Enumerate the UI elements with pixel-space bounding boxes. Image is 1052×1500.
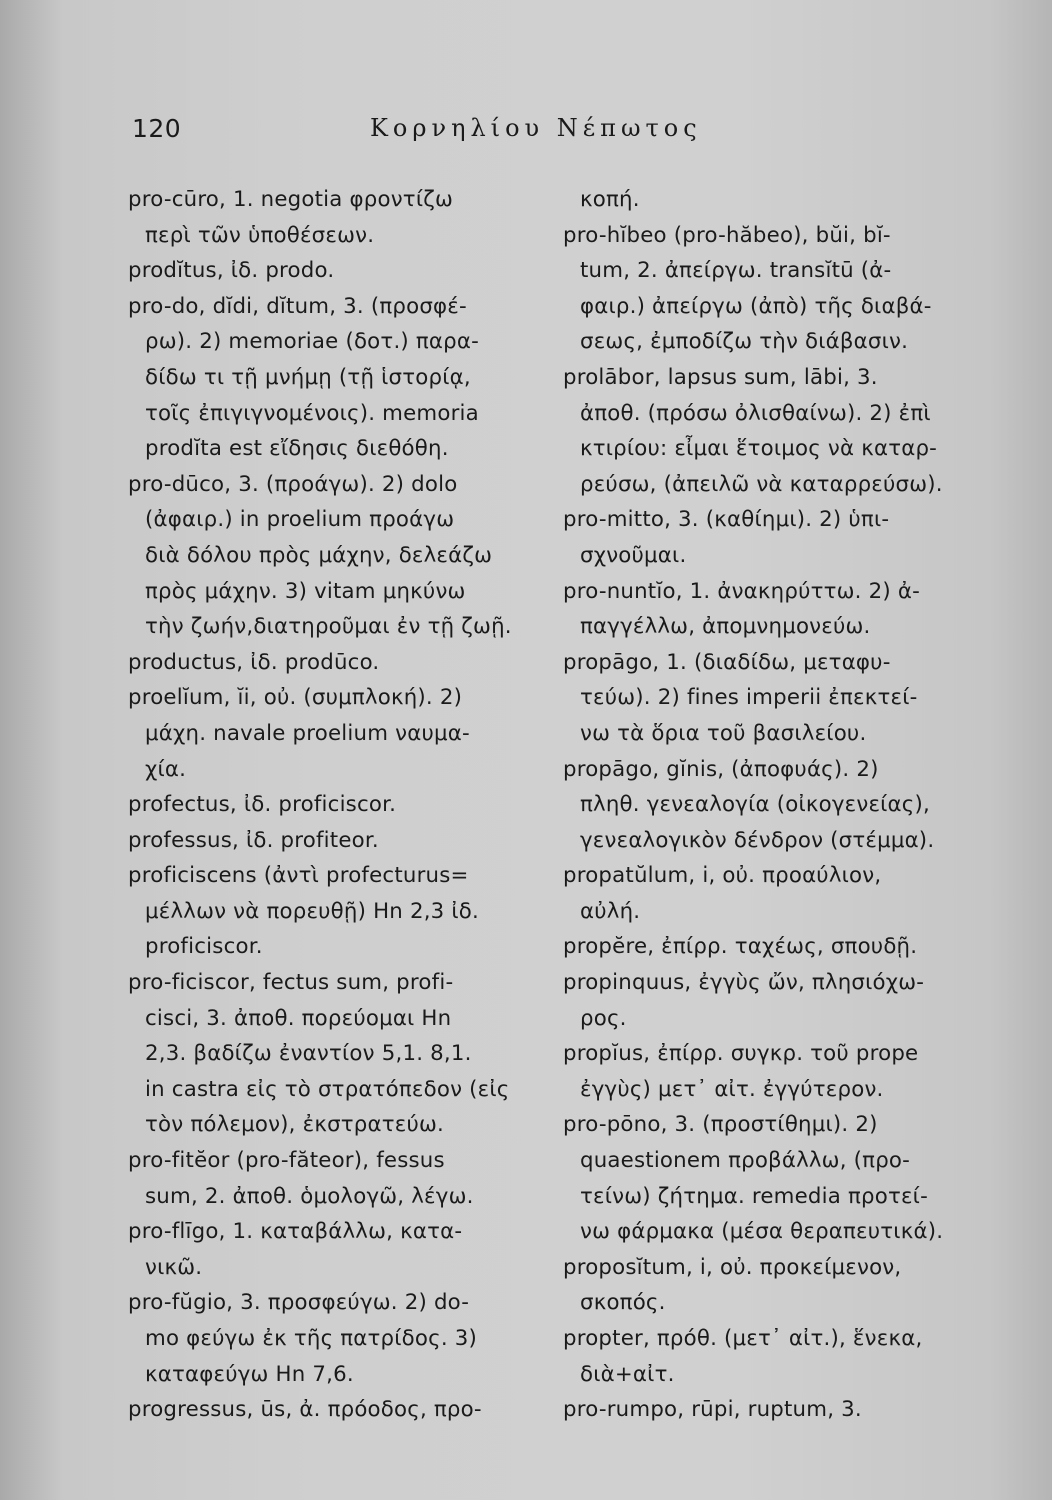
- dictionary-line: pro-do, dĭdi, dĭtum, 3. (προσφέ-: [128, 293, 467, 319]
- dictionary-line: περὶ τῶν ὑποθέσεων.: [145, 222, 375, 248]
- dictionary-line: pro-fŭgio, 3. προσφεύγω. 2) do-: [128, 1290, 470, 1316]
- dictionary-line: prodĭtus, ἰδ. prodo.: [128, 258, 335, 284]
- dictionary-line: mo φεύγω ἐκ τῆς πατρίδος. 3): [145, 1326, 478, 1351]
- dictionary-line: professus, ἰδ. profiteor.: [128, 827, 379, 853]
- dictionary-line: τὸν πόλεμον), ἐκστρατεύω.: [145, 1112, 445, 1138]
- dictionary-line: pro-nuntĭo, 1. ἀνακηρύττω. 2) ἀ-: [563, 578, 920, 604]
- dictionary-line: pro-dūco, 3. (προάγω). 2) dolo: [128, 471, 458, 497]
- dictionary-line: 2,3. βαδίζω ἐναντίον 5,1. 8,1.: [145, 1041, 472, 1067]
- dictionary-line: μάχη. navale proelium ναυμα-: [145, 720, 470, 746]
- dictionary-line: νω φάρμακα (μέσα θεραπευτικά).: [580, 1219, 944, 1245]
- left-column: [128, 182, 548, 1428]
- dictionary-line: pro-cūro, 1. negotia φροντίζω: [128, 187, 454, 212]
- dictionary-line: τὴν ζωήν,διατηροῦμαι ἐν τῇ ζωῇ.: [145, 614, 512, 640]
- dictionary-line: πρὸς μάχην. 3) vitam μηκύνω: [145, 578, 466, 604]
- dictionary-line: tum, 2. ἀπείργω. transĭtū (ἀ-: [580, 258, 892, 284]
- dictionary-line: διὰ δόλου πρὸς μάχην, δελεάζω: [145, 542, 493, 568]
- dictionary-line: τεύω). 2) fines imperii ἐπεκτεί-: [580, 685, 918, 711]
- dictionary-line: παγγέλλω, ἀπομνημονεύω.: [580, 614, 871, 640]
- dictionary-line: proposĭtum, i, οὐ. προκείμενον,: [563, 1254, 902, 1280]
- dictionary-line: propĕre, ἐπίρρ. ταχέως, σπουδῇ.: [563, 934, 918, 960]
- dictionary-line: cisci, 3. ἀποθ. πορεύομαι Hn: [145, 1005, 452, 1031]
- dictionary-line: μέλλων νὰ πορευθῇ) Hn 2,3 ἰδ.: [145, 898, 480, 924]
- dictionary-line: pro-ficiscor, fectus sum, profi-: [128, 970, 454, 996]
- dictionary-line: ρω). 2) memoriae (δοτ.) παρα-: [145, 329, 479, 355]
- page-header: [132, 114, 972, 148]
- dictionary-line: pro-rumpo, rūpi, ruptum, 3.: [563, 1397, 862, 1423]
- dictionary-line: ἐγγὺς) μετ᾽ αἰτ. ἐγγύτερον.: [580, 1076, 884, 1102]
- dictionary-line: κοπή.: [580, 187, 640, 212]
- dictionary-line: σκοπός.: [580, 1290, 666, 1316]
- dictionary-line: νω τὰ ὅρια τοῦ βασιλείου.: [580, 720, 867, 746]
- dictionary-line: σεως, ἐμποδίζω τὴν διάβασιν.: [580, 329, 909, 355]
- dictionary-line: τείνω) ζήτημα. remedia προτεί-: [580, 1183, 928, 1209]
- dictionary-line: γενεαλογικὸν δένδρον (στέμμα).: [580, 827, 935, 853]
- right-column: [563, 182, 967, 1428]
- dictionary-line: pro-fitĕor (pro-făteor), fessus: [128, 1148, 445, 1174]
- dictionary-line: productus, ἰδ. prodūco.: [128, 649, 380, 675]
- dictionary-line: propāgo, gĭnis, (ἀποφυάς). 2): [563, 756, 879, 782]
- dictionary-line: νικῶ.: [145, 1254, 203, 1280]
- dictionary-line: δίδω τι τῇ μνήμῃ (τῇ ἱστορίᾳ,: [145, 364, 471, 390]
- dictionary-line: ρεύσω, (ἀπειλῶ νὰ καταρρεύσω).: [580, 471, 943, 497]
- dictionary-line: καταφεύγω Hn 7,6.: [145, 1361, 354, 1387]
- dictionary-line: αὐλή.: [580, 898, 641, 924]
- dictionary-line: proelĭum, ĭi, οὐ. (συμπλοκή). 2): [128, 685, 463, 711]
- dictionary-line: prolābor, lapsus sum, lābi, 3.: [563, 364, 878, 390]
- dictionary-line: sum, 2. ἀποθ. ὁμολογῶ, λέγω.: [145, 1183, 474, 1209]
- dictionary-line: κτιρίου: εἶμαι ἕτοιμος νὰ καταρ-: [580, 436, 938, 462]
- dictionary-line: proficiscens (ἀντὶ profecturus=: [128, 863, 469, 889]
- dictionary-line: φαιρ.) ἀπείργω (ἀπὸ) τῆς διαβά-: [580, 293, 932, 319]
- dictionary-line: propter, πρόθ. (μετ᾽ αἰτ.), ἕνεκα,: [563, 1326, 923, 1351]
- dictionary-line: propāgo, 1. (διαδίδω, μεταφυ-: [563, 649, 891, 675]
- page-number: 120: [132, 114, 182, 143]
- dictionary-line: ρος.: [580, 1005, 627, 1031]
- running-title: Κορνηλίου Νέπωτος: [370, 114, 702, 142]
- dictionary-line: pro-hĭbeo (pro-hăbeo), bŭi, bĭ-: [563, 222, 891, 248]
- dictionary-line: pro-flīgo, 1. καταβάλλω, κατα-: [128, 1219, 463, 1245]
- dictionary-line: πληθ. γενεαλογία (οἰκογενείας),: [580, 792, 930, 818]
- dictionary-line: prodĭta est εἴδησις διεθόθη.: [145, 436, 449, 462]
- dictionary-line: proficiscor.: [145, 934, 263, 960]
- dictionary-line: (ἀφαιρ.) in proelium προάγω: [145, 507, 455, 533]
- dictionary-line: propĭus, ἐπίρρ. συγκρ. τοῦ prope: [563, 1041, 919, 1067]
- dictionary-line: quaestionem προβάλλω, (προ-: [580, 1148, 911, 1174]
- dictionary-line: propinquus, ἐγγὺς ὤν, πλησιόχω-: [563, 970, 925, 996]
- dictionary-line: σχνοῦμαι.: [580, 542, 687, 568]
- dictionary-line: propatŭlum, i, οὐ. προαύλιον,: [563, 863, 882, 889]
- dictionary-line: διὰ+αἰτ.: [580, 1361, 675, 1387]
- dictionary-line: pro-mitto, 3. (καθίημι). 2) ὑπι-: [563, 507, 890, 533]
- dictionary-line: χία.: [145, 756, 187, 782]
- dictionary-line: profectus, ἰδ. proficiscor.: [128, 792, 397, 818]
- dictionary-line: in castra εἰς τὸ στρατόπεδον (εἰς: [145, 1076, 510, 1102]
- dictionary-line: pro-pōno, 3. (προστίθημι). 2): [563, 1112, 878, 1138]
- dictionary-line: progressus, ūs, ἀ. πρόοδος, προ-: [128, 1397, 482, 1423]
- dictionary-line: τοῖς ἐπιγιγνομένοις). memoria: [145, 400, 479, 426]
- dictionary-line: ἀποθ. (πρόσω ὀλισθαίνω). 2) ἐπὶ: [580, 400, 931, 426]
